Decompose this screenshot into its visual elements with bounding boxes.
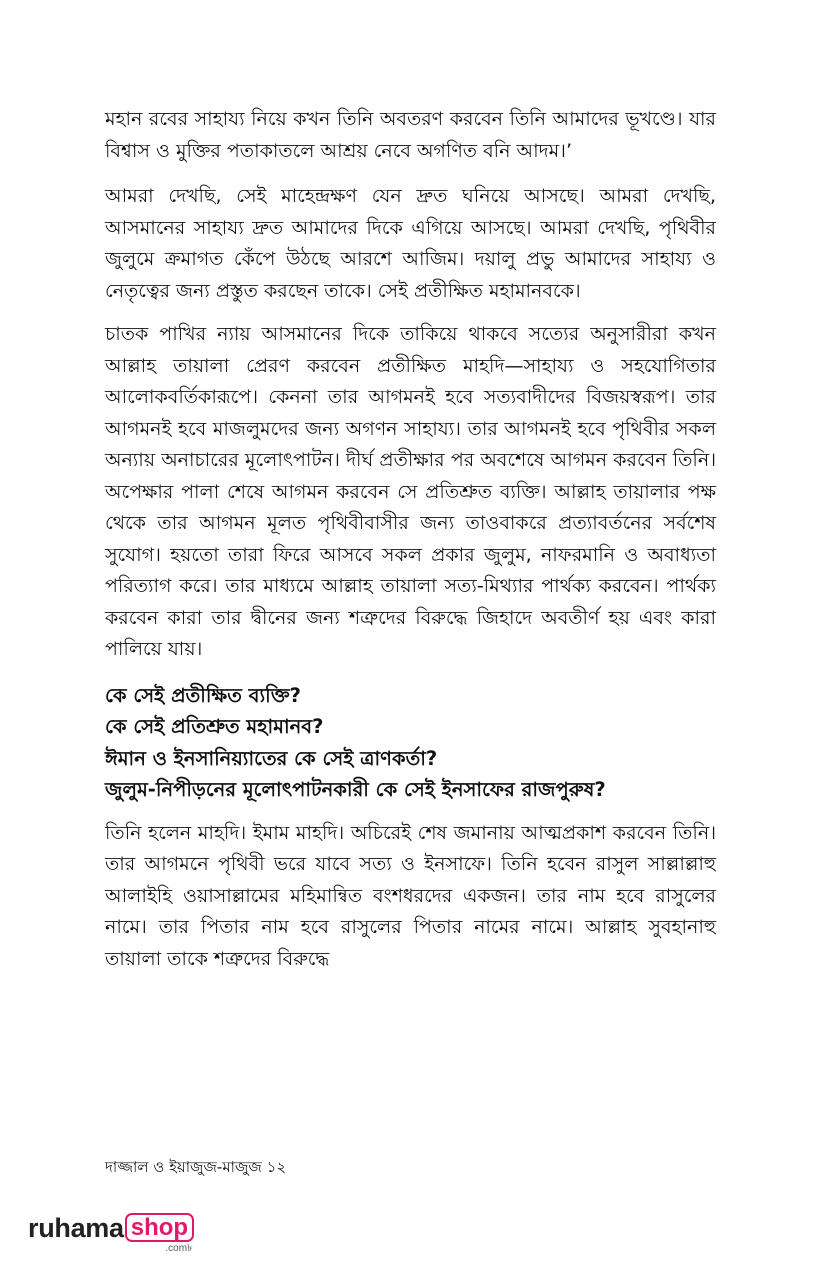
paragraph-1: মহান রবের সাহায্য নিয়ে কখন তিনি অবতরণ করবেন তিনি আমাদের ভূখণ্ডে। যার বিশ্বাস ও মুক্তির পতাকাতলে আশ্রয় নেবে অগণিত বনি আদম।’ <box>105 108 716 162</box>
ruhamashop-logo[interactable] <box>28 1213 194 1253</box>
logo-wordmark: ruhama <box>28 1213 124 1243</box>
logo-shop-block <box>124 1213 194 1254</box>
question-item: জুলুম-নিপীড়নের মূলোৎপাটনকারী কে সেই ইনসাফের রাজপুরুষ? <box>105 778 606 801</box>
question-item: কে সেই প্রতিশ্রুত মহামানব? <box>105 715 324 738</box>
running-footer: দাজ্জাল ও ইয়াজুজ-মাজুজ ১২ <box>105 1158 287 1176</box>
paragraph-2: আমরা দেখছি, সেই মাহেন্দ্রক্ষণ যেন দ্রুত ঘনিয়ে আসছে। আমরা দেখছি, আসমানের সাহায্য দ্রুত আমাদের দিকে এগিয়ে আসছে। আমরা দেখছি, পৃথিবীর জুলুমে ক্রমাগত কেঁপে উঠছে আরশে আজিম। দয়ালু প্রভু আমাদের সাহায্য ও নেতৃত্বের জন্য প্রস্তুত করছেন তাকে। সেই প্রতীক্ষিত মহামানবকে। <box>105 185 716 302</box>
question-item: ঈমান ও ইনসানিয়্যাতের কে সেই ত্রাণকর্তা? <box>105 746 438 770</box>
question-item: কে সেই প্রতীক্ষিত ব্যক্তি? <box>105 683 301 707</box>
page-body <box>105 104 716 975</box>
paragraph-4: তিনি হলেন মাহদি। ইমাম মাহদি। অচিরেই শেষ জমানায় আত্মপ্রকাশ করবেন তিনি। তার আগমনে পৃথিবী ভরে যাবে সত্য ও ইনসাফে। তিনি হবেন রাসুল সাল্লাল্লাহু আলাইহি ওয়াসাল্লামের মহিমান্বিত বংশধরদের একজন। তার নাম হবে রাসুলের নামে। তার পিতার নাম হবে রাসুলের পিতার নামের নামে। আল্লাহ সুবহানাহু তায়ালা তাকে শত্রুদের বিরুদ্ধে <box>105 821 716 970</box>
logo-domain-suffix: .com৳ <box>165 1243 193 1254</box>
logo-shop-badge: shop <box>125 1213 194 1242</box>
paragraph-3: চাতক পাখির ন্যায় আসমানের দিকে তাকিয়ে থাকবে সত্যের অনুসারীরা কখন আল্লাহ তায়ালা প্রেরণ করবেন প্রতীক্ষিত মাহদি—সাহায্য ও সহযোগিতার আলোকবর্তিকারূপে। কেননা তার আগমনই হবে সত্যবাদীদের বিজয়স্বরূপ। তার আগমনই হবে মাজলুমদের জন্য অগণন সাহায্য। তার আগমনই হবে পৃথিবীর সকল অন্যায় অনাচারের মূলোৎপাটন। দীর্ঘ প্রতীক্ষার পর অবশেষে আগমন করবেন তিনি। অপেক্ষার পালা শেষে আগমন করবেন সে প্রতিশ্রুত ব্যক্তি। আল্লাহ তায়ালার পক্ষ থেকে তার আগমন মূলত পৃথিবীবাসীর জন্য তাওবাকরে প্রত্যাবর্তনের সর্বশেষ সুযোগ। হয়তো তারা ফিরে আসবে সকল প্রকার জুলুম, নাফরমানি ও অবাধ্যতা পরিত্যাগ করে। তার মাধ্যমে আল্লাহ তায়ালা সত্য-মিথ্যার পার্থক্য করবেন। পার্থক্য করবেন কারা তার দ্বীনের জন্য শত্রুদের বিরুদ্ধে জিহাদে অবতীর্ণ হয় এবং কারা পালিয়ে যায়। <box>105 323 716 660</box>
question-list <box>105 680 716 806</box>
